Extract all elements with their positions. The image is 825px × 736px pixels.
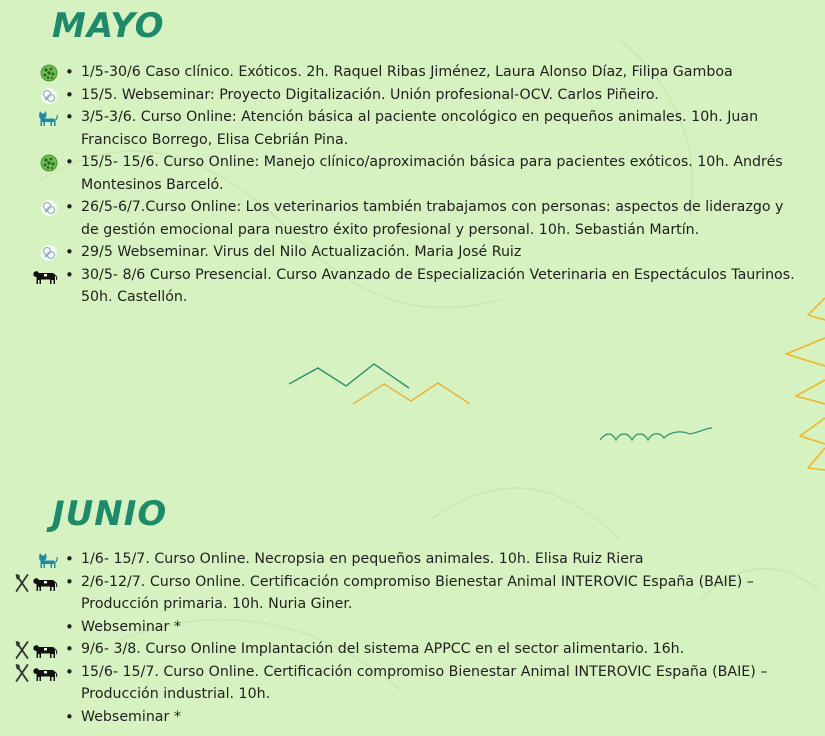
cow-icon (32, 574, 58, 592)
event-item (60, 661, 800, 706)
event-item (60, 241, 800, 264)
june-event-list (60, 548, 800, 728)
network-icon (40, 87, 58, 105)
event-item (60, 616, 800, 639)
event-icons (40, 199, 58, 217)
squiggle-green (600, 428, 712, 440)
event-item (60, 151, 800, 196)
cutlery-icon (15, 641, 29, 659)
cat-icon (36, 109, 58, 127)
cutlery-icon (15, 664, 29, 682)
event-icons (15, 574, 58, 592)
event-icons (36, 551, 58, 569)
event-icons (15, 641, 58, 659)
event-item (60, 571, 800, 616)
may-title: MAYO (52, 6, 165, 46)
reptile-skin-icon (40, 154, 58, 172)
event-text: 15/5- 15/6. Curso Online: Manejo clínico/aproximación básica para pacientes exóticos. 10h. Andrés Montesinos Barceló. (81, 154, 783, 193)
event-icons (40, 154, 58, 172)
event-text: 30/5- 8/6 Curso Presencial. Curso Avanzado de Especialización Veterinaria en Espectáculos Taurinos. 50h. Castellón. (81, 266, 795, 305)
bull-icon (32, 267, 58, 285)
event-item (60, 264, 800, 309)
network-icon (40, 244, 58, 262)
event-text: 1/5-30/6 Caso clínico. Exóticos. 2h. Raquel Ribas Jiménez, Laura Alonso Díaz, Filipa Gamboa (81, 64, 733, 80)
event-item (60, 61, 800, 84)
sun-burst (786, 298, 825, 470)
cow-icon (32, 641, 58, 659)
reptile-skin-icon (40, 64, 58, 82)
event-icons (40, 244, 58, 262)
event-text: 3/5-3/6. Curso Online: Atención básica al paciente oncológico en pequeños animales. 10h. Juan Francisco Borrego, Elisa Cebrián Pina. (81, 109, 759, 148)
event-text: Webseminar * (81, 708, 181, 725)
event-text: 2/6-12/7. Curso Online. Certificación compromiso Bienestar Animal INTEROVIC España (BAIE) – Producción primaria. 10h. Nuria Giner. (81, 573, 754, 612)
network-icon (40, 199, 58, 217)
event-item (60, 84, 800, 107)
event-icons (15, 664, 58, 682)
event-text: 15/5. Webseminar: Proyecto Digitalización. Unión profesional-OCV. Carlos Piñeiro. (81, 86, 659, 103)
cutlery-icon (15, 574, 29, 592)
event-text: 26/5-6/7.Curso Online: Los veterinarios también trabajamos con personas: aspectos de liderazgo y de gestión emocional para nuestro éxito profesional y personal. 10h. Sebastián Martín. (81, 199, 784, 238)
event-text: 9/6- 3/8. Curso Online Implantación del sistema APPCC en el sector alimentario. 16h. (81, 641, 685, 657)
event-icons (40, 87, 58, 105)
event-icons (36, 109, 58, 127)
event-item (60, 196, 800, 241)
zigzag-green (289, 364, 409, 388)
may-event-list (60, 61, 800, 309)
event-text: 1/6- 15/7. Curso Online. Necropsia en pequeños animales. 10h. Elisa Ruiz Riera (81, 551, 644, 567)
event-icons (32, 267, 58, 285)
event-text: 15/6- 15/7. Curso Online. Certificación compromiso Bienestar Animal INTEROVIC España (BAIE) – Producción industrial. 10h. (81, 663, 768, 702)
event-item (60, 638, 800, 661)
event-item (60, 106, 800, 151)
cow-icon (32, 664, 58, 682)
event-item (60, 548, 800, 571)
event-item (60, 706, 800, 729)
event-text: Webseminar * (81, 618, 181, 635)
cat-icon (36, 551, 58, 569)
event-text: 29/5 Webseminar. Virus del Nilo Actualización. Maria José Ruiz (81, 244, 522, 260)
zigzag-yellow (353, 383, 470, 404)
event-icons (40, 64, 58, 82)
june-title: JUNIO (52, 494, 168, 534)
